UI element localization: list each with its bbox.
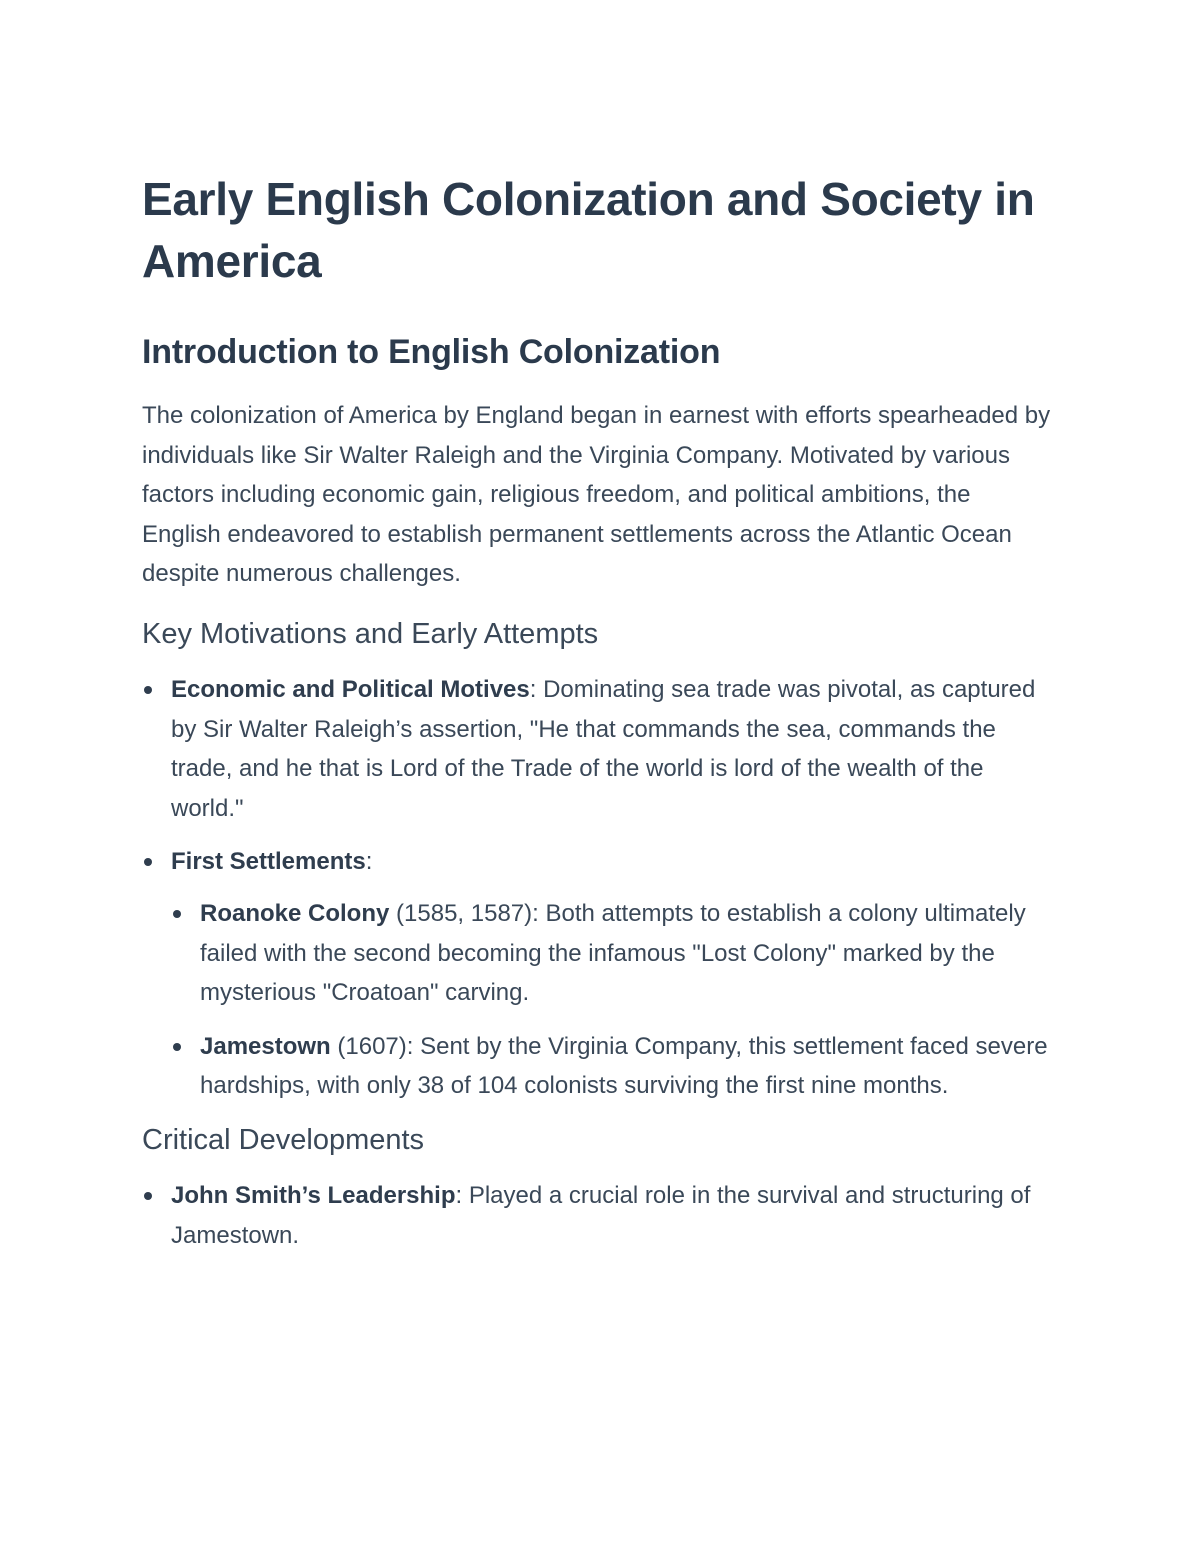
motivations-list [142, 670, 1052, 1106]
sublist-item-text: (1607): Sent by the Virginia Company, this settlement faced severe hardships, with only 38 of 104 colonists surviving the first nine months. [200, 1032, 1048, 1100]
subsection-heading-motivations: Key Motivations and Early Attempts [142, 617, 599, 650]
bullet-icon [144, 1192, 152, 1200]
list-item-text: : [365, 848, 373, 876]
list-item-label: Economic and Political Motives [171, 675, 530, 703]
bullet-icon [173, 1043, 181, 1051]
document-title: Early English Colonization and Society in America [142, 173, 1035, 287]
critical-list [142, 1176, 1052, 1255]
bullet-icon [173, 910, 181, 918]
list-item-text: : Played a crucial role in the survival and structuring of Jamestown. [171, 1181, 1031, 1249]
bullet-icon [144, 858, 152, 866]
list-item [142, 670, 1052, 828]
intro-paragraph: The colonization of America by England began in earnest with efforts spearheaded by individuals like Sir Walter Raleigh and the Virginia Company. Motivated by various factors including economic gain, religious freedom, and political ambitions, the English endeavored to establish permanent settlements across the Atlantic Ocean despite numerous challenges. [142, 402, 1051, 588]
list-item [142, 1176, 1052, 1255]
sublist-item-text: (1585, 1587): Both attempts to establish a colony ultimately failed with the second becoming the infamous "Lost Colony" marked by the mysterious "Croatoan" carving. [200, 899, 1026, 1007]
document-page [142, 168, 1052, 1269]
sublist-item [171, 1027, 1052, 1106]
bullet-icon [144, 686, 152, 694]
sublist-item-label: Jamestown [200, 1032, 331, 1060]
sublist-item [171, 894, 1052, 1013]
sublist-item-label: Roanoke Colony [200, 899, 390, 927]
list-item [142, 842, 1052, 1106]
list-item-text: : Dominating sea trade was pivotal, as captured by Sir Walter Raleigh’s assertion, "He that commands the sea, commands the trade, and he that is Lord of the Trade of the world is lord of the wealth of the world." [171, 675, 1036, 822]
list-item-label: John Smith’s Leadership [171, 1181, 456, 1209]
subsection-heading-critical: Critical Developments [142, 1123, 425, 1156]
section-heading-intro: Introduction to English Colonization [142, 333, 721, 371]
list-item-label: First Settlements [171, 848, 366, 876]
settlements-sublist [171, 894, 1052, 1106]
